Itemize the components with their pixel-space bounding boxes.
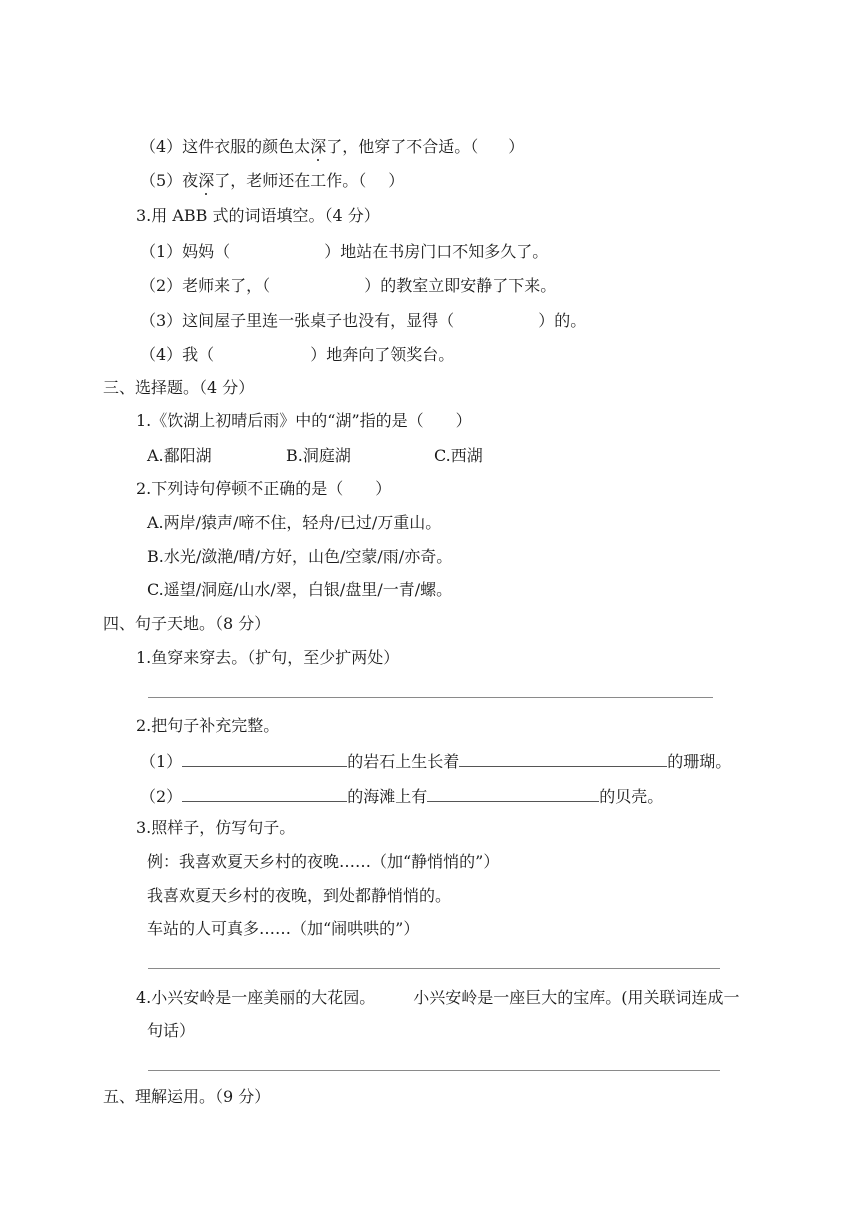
answer-blank[interactable]: [182, 785, 347, 802]
s4-q4-stem: 4.小兴安岭是一座美丽的大花园。 小兴安岭是一座巨大的宝库。(用关联词连成一: [136, 988, 740, 1007]
q2-item-5: （5）夜深了，老师还在工作。（ ）: [140, 171, 405, 190]
s4-q3-stem: 3.照样子，仿写句子。: [136, 818, 296, 837]
q3-item-1: （1）妈妈（ ）地站在书房门口不知多久了。: [140, 242, 549, 261]
s4-q2-stem: 2.把句子补充完整。: [136, 716, 280, 735]
answer-line[interactable]: [148, 968, 720, 969]
emphasis-char: 深: [310, 137, 327, 156]
answer-line[interactable]: [148, 697, 713, 698]
s4-q2-line-1: （1） 的岩石上生长着 的珊瑚。: [140, 752, 732, 771]
q2-item-4: （4）这件衣服的颜色太深了，他穿了不合适。（ ）: [140, 137, 525, 156]
q3-item-2: （2）老师来了，（ ）的教室立即安静了下来。: [140, 276, 557, 295]
s3-q2-option-b[interactable]: B.水光/潋滟/晴/方好，山色/空蒙/雨/亦奇。: [147, 547, 453, 566]
s3-q1-option-c[interactable]: C.西湖: [434, 446, 483, 465]
s4-q3-task: 车站的人可真多……（加“闹哄哄的”）: [147, 919, 420, 938]
section-4-title: 四、句子天地。（8 分）: [103, 614, 271, 633]
answer-line[interactable]: [148, 1070, 720, 1071]
s3-q1-option-a[interactable]: A.鄱阳湖: [147, 446, 212, 465]
emphasis-char: 深: [198, 171, 215, 190]
q3-item-3: （3）这间屋子里连一张桌子也没有，显得（ ）的。: [140, 311, 587, 330]
answer-blank[interactable]: [459, 750, 667, 767]
s3-q1-option-b[interactable]: B.洞庭湖: [286, 446, 351, 465]
s4-q4-stem-cont: 句话）: [147, 1021, 196, 1040]
answer-blank[interactable]: [427, 785, 599, 802]
s4-q3-example: 例：我喜欢夏天乡村的夜晚……（加“静悄悄的”）: [147, 852, 500, 871]
s4-q3-example-answer: 我喜欢夏天乡村的夜晚，到处都静悄悄的。: [147, 886, 452, 905]
section-5-title: 五、理解运用。（9 分）: [103, 1087, 271, 1106]
q3-item-4: （4）我（ ）地奔向了领奖台。: [140, 345, 455, 364]
q3-title: 3.用 ABB 式的词语填空。（4 分）: [136, 206, 380, 225]
s3-q1-stem: 1.《饮湖上初晴后雨》中的“湖”指的是（ ）: [136, 411, 472, 430]
s3-q2-option-a[interactable]: A.两岸/猿声/啼不住，轻舟/已过/万重山。: [147, 513, 442, 532]
s4-q2-line-2: （2） 的海滩上有 的贝壳。: [140, 787, 664, 806]
s4-q1-stem: 1.鱼穿来穿去。（扩句，至少扩两处）: [136, 648, 400, 667]
s3-q2-stem: 2.下列诗句停顿不正确的是（ ）: [136, 479, 392, 498]
answer-blank[interactable]: [182, 750, 347, 767]
section-3-title: 三、选择题。（4 分）: [103, 378, 255, 397]
s3-q2-option-c[interactable]: C.遥望/洞庭/山水/翠，白银/盘里/一青/螺。: [147, 580, 453, 599]
